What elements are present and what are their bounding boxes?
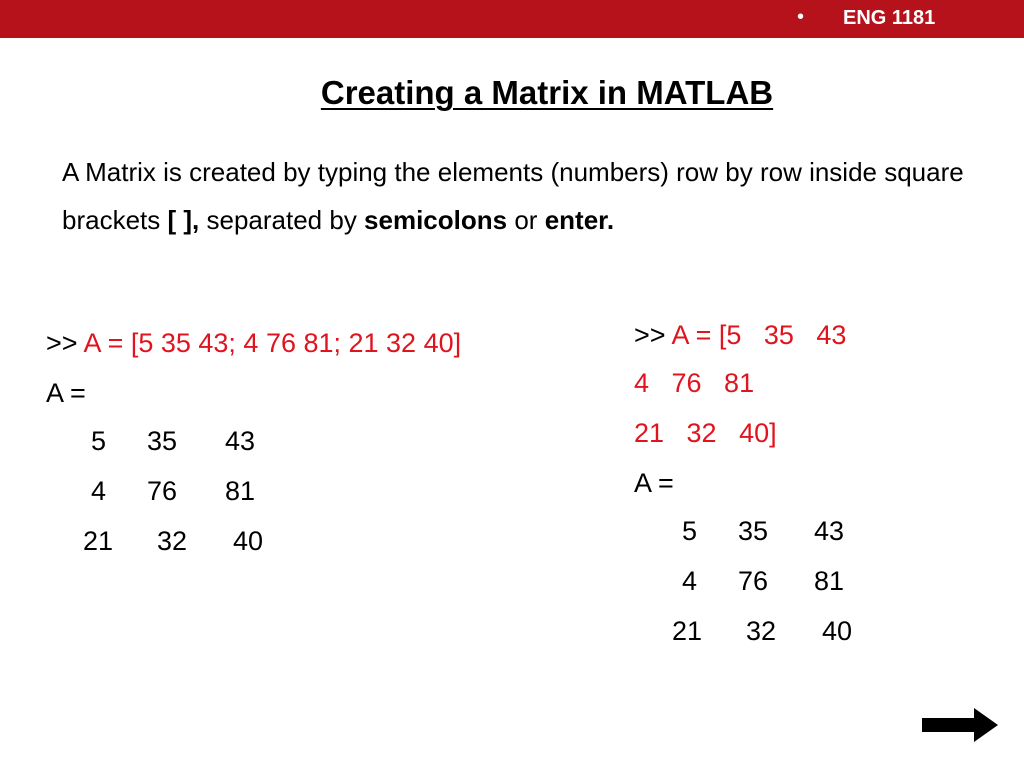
intro-part3: or <box>507 205 545 235</box>
intro-enter: enter. <box>544 205 615 235</box>
left-command: A = [5 35 43; 4 76 81; 21 32 40] <box>83 328 462 358</box>
left-matrix-cell: 76 <box>147 476 178 506</box>
left-command-line <box>46 328 461 359</box>
course-label: ENG 1181 <box>843 7 936 29</box>
left-matrix-cell: 32 <box>157 526 188 556</box>
intro-part2: separated by <box>199 205 365 235</box>
header-bar <box>0 0 1024 38</box>
left-matrix-cell: 81 <box>225 476 256 506</box>
intro-brackets: [ ], <box>167 205 200 235</box>
right-matrix-cell: 40 <box>822 616 853 646</box>
right-result-label: A = <box>634 468 674 498</box>
right-prompt: >> <box>634 320 672 350</box>
left-matrix-cell: 4 <box>91 476 107 506</box>
right-matrix-cell: 5 <box>682 516 698 546</box>
intro-text <box>62 148 992 244</box>
left-matrix-cell: 35 <box>147 426 178 456</box>
left-matrix-cell: 21 <box>83 526 114 556</box>
header-bullet: • <box>797 6 805 28</box>
right-arrow-icon[interactable] <box>920 706 1000 744</box>
right-command-line <box>634 320 846 351</box>
right-matrix-cell: 4 <box>682 566 698 596</box>
right-matrix-cell: 43 <box>814 516 845 546</box>
slide-title: Creating a Matrix in MATLAB <box>320 74 774 111</box>
right-command-line-1: A = [5 35 43 <box>671 320 847 350</box>
left-result-label: A = <box>46 378 86 408</box>
right-command-line-2: 4 76 81 <box>634 368 755 398</box>
right-matrix-cell: 76 <box>738 566 769 596</box>
right-matrix-cell: 35 <box>738 516 769 546</box>
left-matrix-cell: 5 <box>91 426 107 456</box>
right-matrix-cell: 21 <box>672 616 703 646</box>
intro-part1: A Matrix is created by typing the elements (numbers) row by row inside square brackets <box>62 157 964 235</box>
intro-semicolons: semicolons <box>364 205 508 235</box>
left-matrix-cell: 40 <box>233 526 264 556</box>
right-matrix-cell: 32 <box>746 616 777 646</box>
left-matrix-cell: 43 <box>225 426 256 456</box>
left-prompt: >> <box>46 328 84 358</box>
right-command-line-3: 21 32 40] <box>634 418 777 448</box>
right-matrix-cell: 81 <box>814 566 845 596</box>
